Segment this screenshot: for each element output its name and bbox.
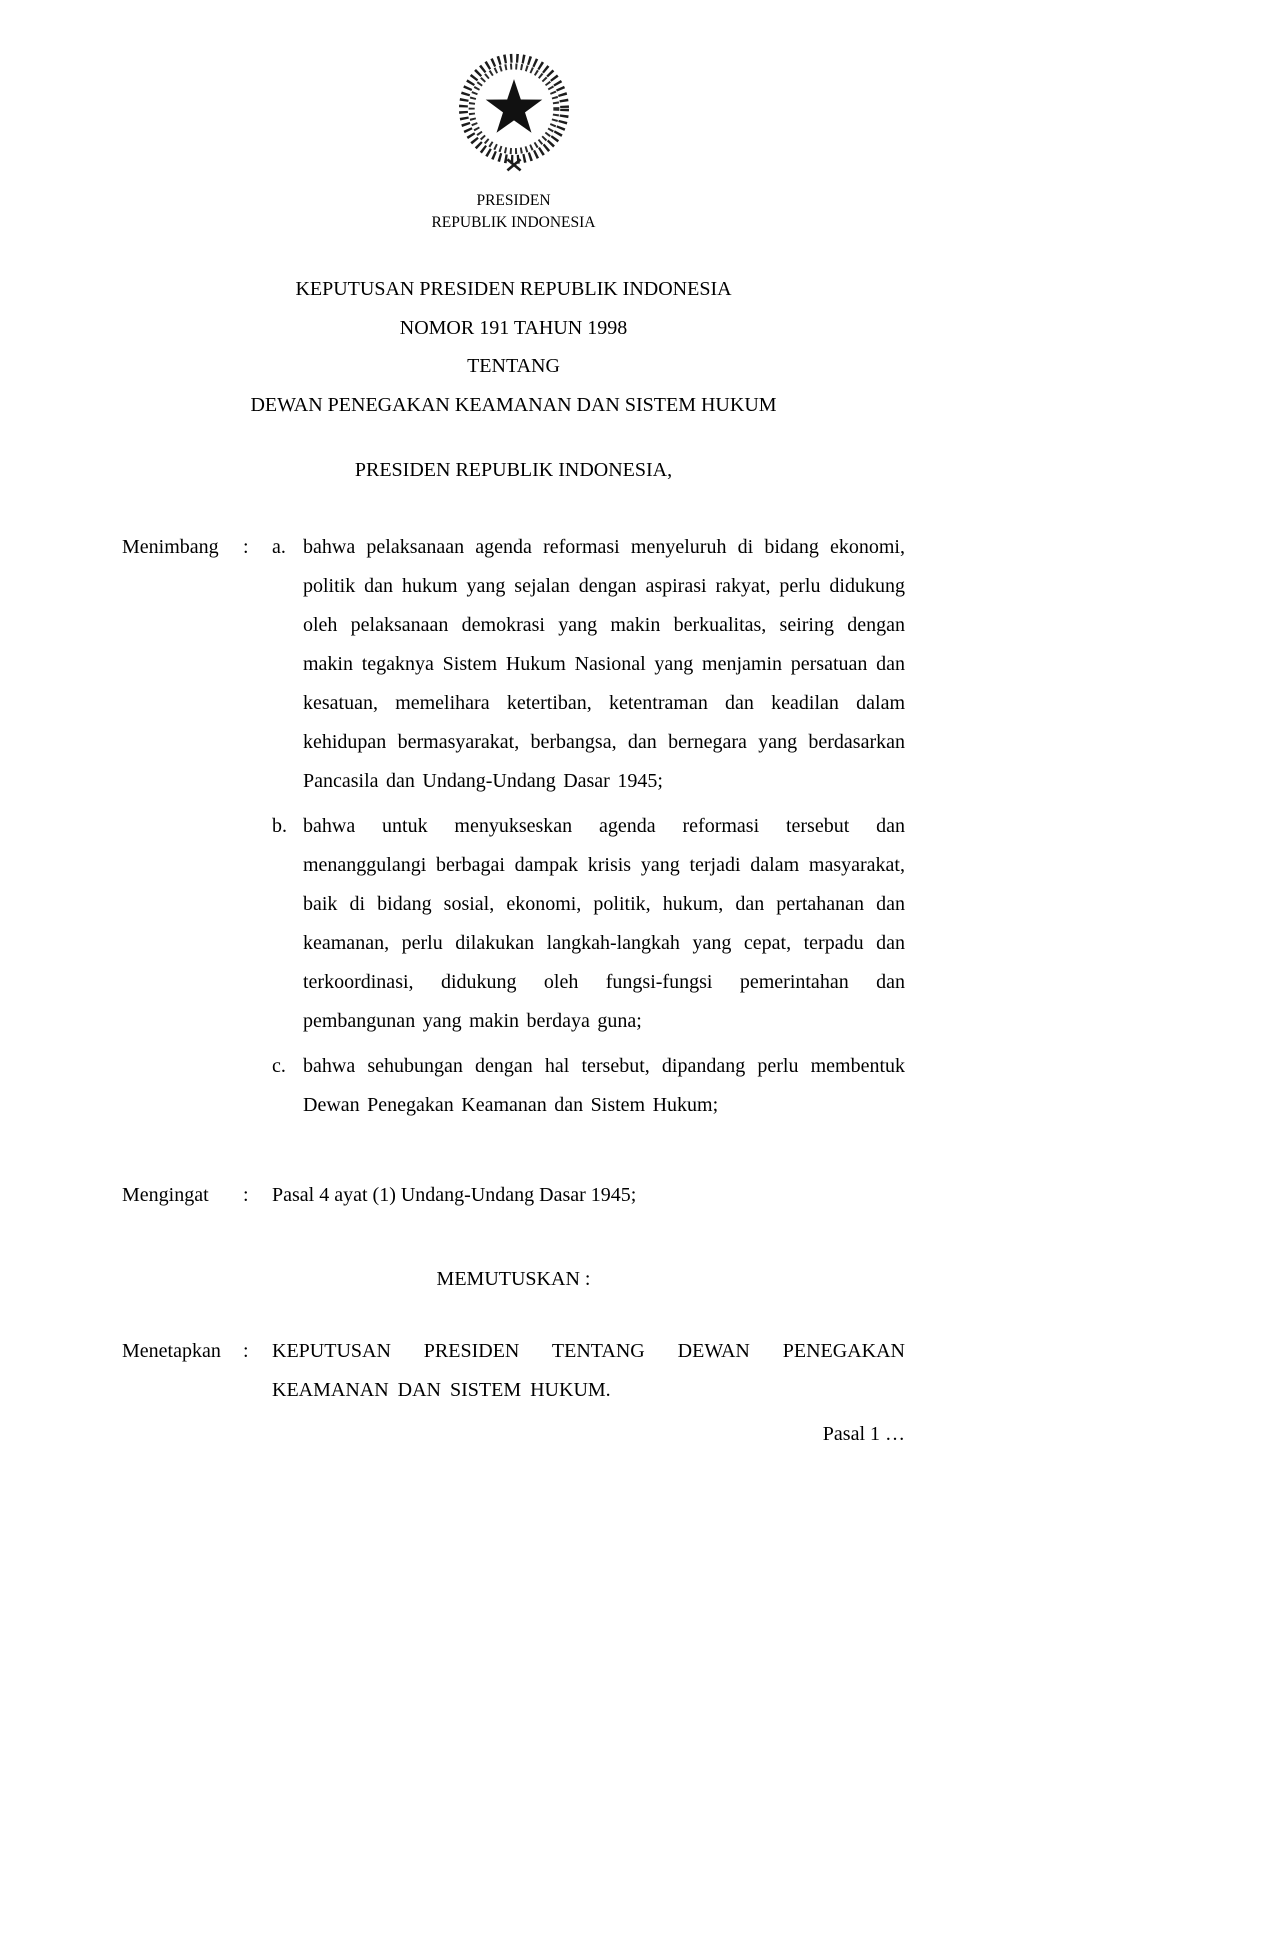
menimbang-items [272,528,905,1131]
menetapkan-colon: : [243,1340,249,1362]
page-continuation-ref: Pasal 1 … [822,1423,905,1445]
title-line-tentang: TENTANG [467,355,560,377]
menimbang-item-b-text: bahwa untuk menyukseskan agenda reformasi tersebut dan menanggulangi berbagai dampak krisis yang terjadi dalam masyarakat, baik di bidang sosial, ekonomi, politik, hukum, dan pertahanan dan keamanan, perlu dilakukan langkah-langkah yang cepat, terpadu dan terkoordinasi, didukung oleh fungsi-fungsi pemerintahan dan pembangunan yang makin berdaya guna; [303,815,905,1032]
menimbang-item-b-letter: b. [272,815,287,837]
letterhead-line-presiden: PRESIDEN [476,192,551,209]
title-line-subject: DEWAN PENEGAKAN KEAMANAN DAN SISTEM HUKUM [250,393,777,416]
mengingat-section [122,1176,905,1215]
mengingat-label: Mengingat [122,1184,209,1206]
memutuskan-heading: MEMUTUSKAN : [436,1268,591,1290]
document-content [122,0,905,1446]
title-line-nomor: NOMOR 191 TAHUN 1998 [399,316,628,339]
menimbang-item-a [272,528,905,801]
star-wreath-emblem-icon [448,45,580,177]
letterhead-line-republik: REPUBLIK INDONESIA [431,214,596,231]
menetapkan-section [122,1332,905,1410]
menimbang-colon: : [243,536,249,558]
menimbang-item-b [272,807,905,1041]
emblem-container [122,45,905,182]
document-title [122,270,905,424]
menimbang-item-a-letter: a. [272,536,286,558]
menimbang-item-c [272,1047,905,1125]
menimbang-label: Menimbang [122,536,219,558]
salutation: PRESIDEN REPUBLIK INDONESIA, [354,459,673,481]
menimbang-item-a-text: bahwa pelaksanaan agenda reformasi menyeluruh di bidang ekonomi, politik dan hukum yang sejalan dengan aspirasi rakyat, perlu didukung oleh pelaksanaan demokrasi yang makin berkualitas, seiring dengan makin tegaknya Sistem Hukum Nasional yang menjamin persatuan dan kesatuan, memelihara ketertiban, ketentraman dan keadilan dalam kehidupan bermasyarakat, berbangsa, dan bernegara yang berdasarkan Pancasila dan Undang-Undang Dasar 1945; [303,536,905,792]
menimbang-item-c-letter: c. [272,1055,286,1077]
menimbang-item-c-text: bahwa sehubungan dengan hal tersebut, dipandang perlu membentuk Dewan Penegakan Keamanan dan Sistem Hukum; [303,1055,905,1116]
mengingat-text: Pasal 4 ayat (1) Undang-Undang Dasar 1945; [272,1184,637,1206]
menimbang-section [122,528,905,1131]
menetapkan-label: Menetapkan [122,1340,221,1362]
letterhead [122,190,905,234]
title-line-keputusan: KEPUTUSAN PRESIDEN REPUBLIK INDONESIA [295,278,732,300]
mengingat-colon: : [243,1184,249,1206]
menetapkan-text: KEPUTUSAN PRESIDEN TENTANG DEWAN PENEGAKAN KEAMANAN DAN SISTEM HUKUM. [272,1340,905,1401]
